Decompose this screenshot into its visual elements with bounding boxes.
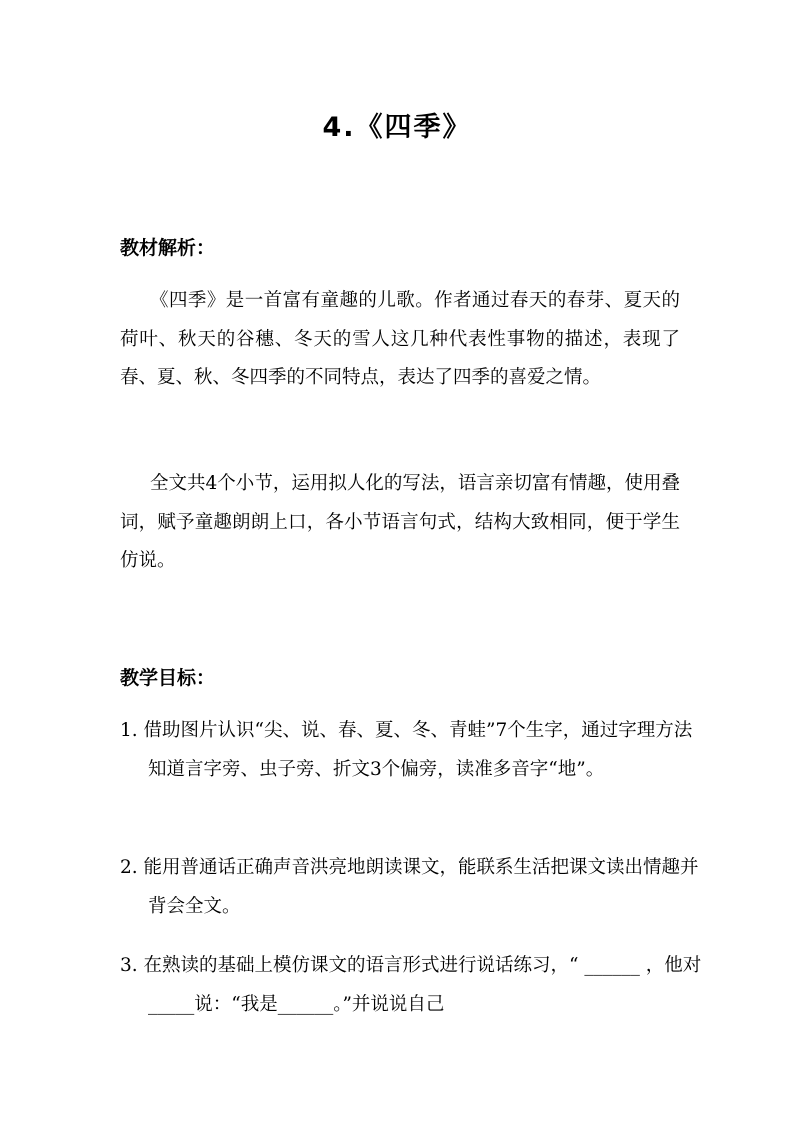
goal-item-1: 1. 借助图片认识“尖、说、春、夏、冬、青蛙”7个生字，通过字理方法知道言字旁、虫子旁、折文3个偏旁，读准多音字“地”。 bbox=[120, 720, 693, 780]
goal-item-2: 2. 能用普通话正确声音洪亮地朗读课文，能联系生活把课文读出情趣并背会全文。 bbox=[120, 857, 699, 917]
document-title: 4.《四季》 bbox=[322, 112, 472, 143]
analysis-paragraph-1: 《四季》是一首富有童趣的儿歌。作者通过春天的春芽、夏天的荷叶、秋天的谷穗、冬天的雪人这几种代表性事物的描述，表现了春、夏、秋、冬四季的不同特点，表达了四季的喜爱之情。 bbox=[120, 290, 680, 388]
goal-item-3: 3. 在熟读的基础上模仿课文的语言形式进行说话练习，“ ______ ，他对_____说：“我是______。”并说说自己 bbox=[120, 955, 702, 1015]
section-heading-teaching-goals: 教学目标： bbox=[120, 667, 216, 689]
section-heading-textbook-analysis: 教材解析： bbox=[120, 237, 216, 259]
analysis-paragraph-2: 全文共4个小节，运用拟人化的写法，语言亲切富有情趣，使用叠词，赋予童趣朗朗上口，各小节语言句式，结构大致相同，便于学生仿说。 bbox=[120, 473, 680, 571]
